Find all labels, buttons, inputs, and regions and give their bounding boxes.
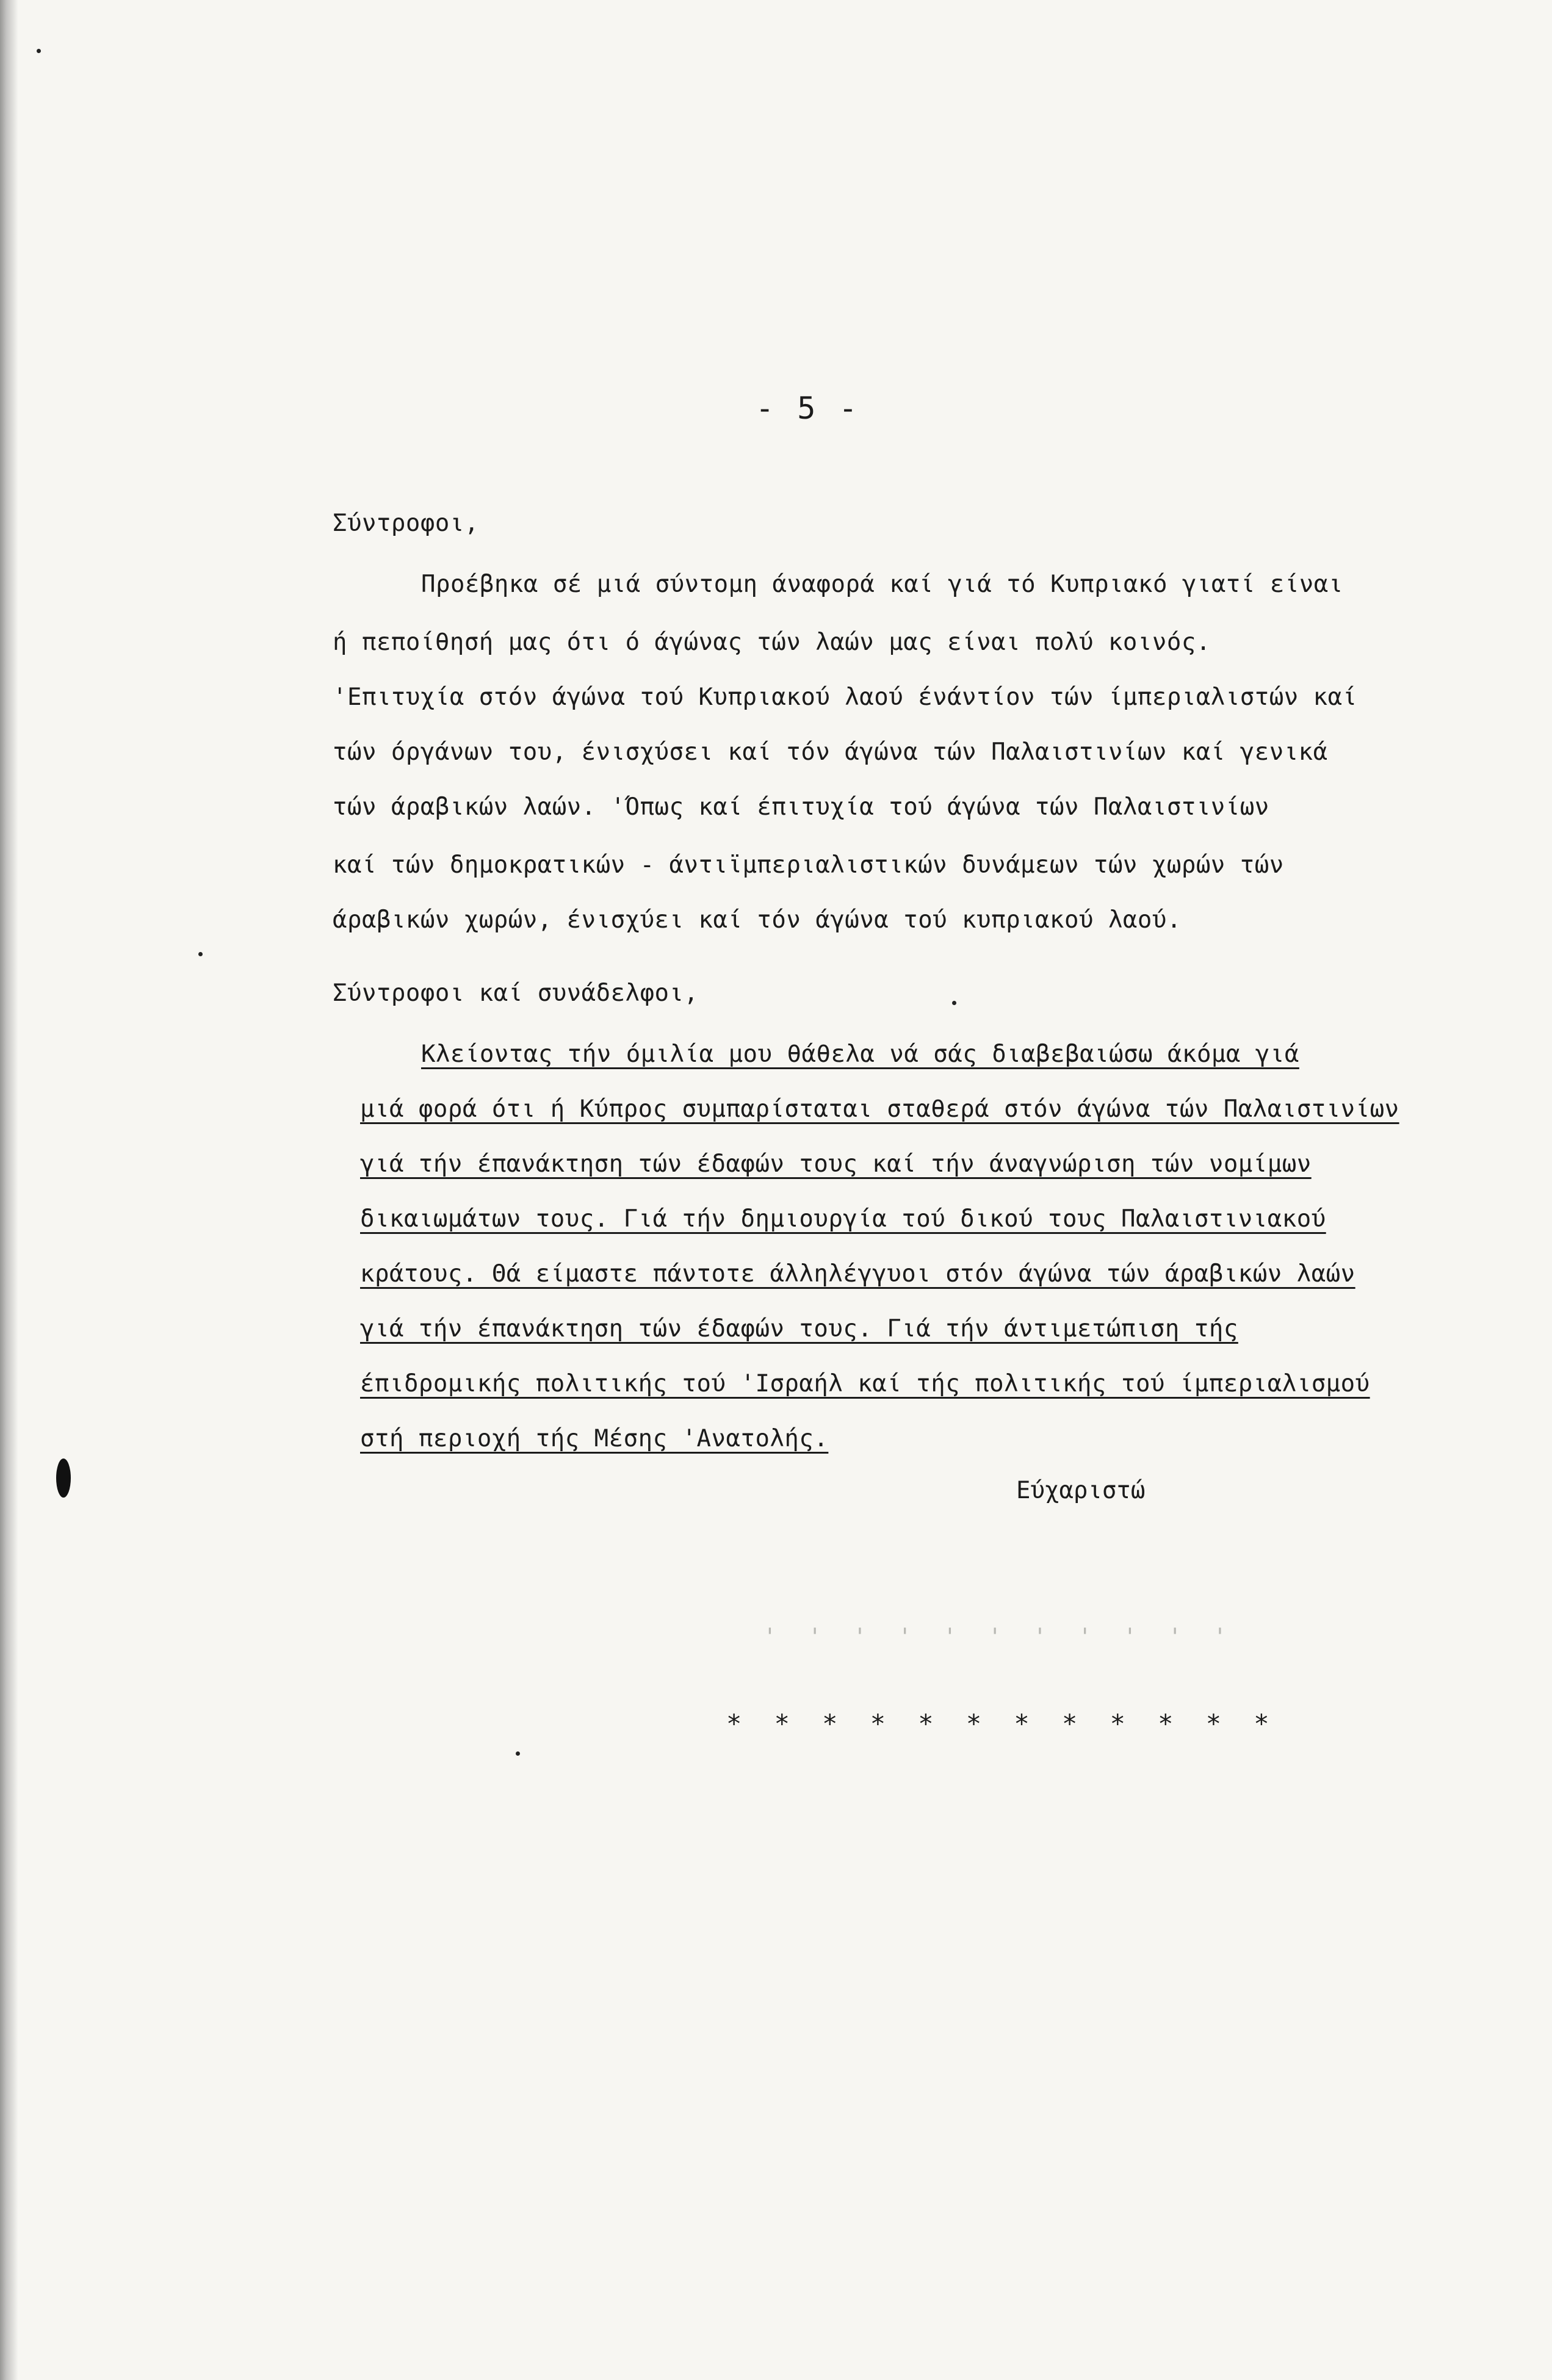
paragraph-2-line: δικαιωμάτων τους. Γιά τήν δημιουργία τού δικού τους Παλαιστινιακού <box>360 1205 1326 1233</box>
page-number: - 5 - <box>756 391 860 426</box>
paragraph-2-line: κράτους. Θά είμαστε πάντοτε άλληλέγγυοι στόν άγώνα τών άραβικών λαών <box>360 1260 1355 1288</box>
ink-blot <box>56 1459 71 1498</box>
salutation-comrades-colleagues: Σύντροφοι καί συνάδελφοι, <box>333 979 699 1007</box>
scan-speck <box>952 1001 956 1005</box>
closing-thanks: Εύχαριστώ <box>1016 1477 1146 1504</box>
salutation-comrades: Σύντροφοι, <box>333 510 479 537</box>
paragraph-1-line: τών όργάνων του, ένισχύσει καί τόν άγώνα τών Παλαιστινίων καί γενικά <box>333 738 1328 766</box>
scan-speck <box>37 49 41 53</box>
paragraph-2-line: έπιδρομικής πολιτικής τού 'Ισραήλ καί τής πολιτικής τού ίμπεριαλισμού <box>360 1370 1370 1397</box>
paragraph-2-line: Κλείοντας τήν όμιλία μου θάθελα νά σάς διαβεβαιώσω άκόμα γιά <box>421 1040 1299 1068</box>
paragraph-1-line: άραβικών χωρών, ένισχύει καί τόν άγώνα τού κυπριακού λαού. <box>333 906 1182 934</box>
scan-speck <box>516 1751 520 1756</box>
paragraph-2-line: γιά τήν έπανάκτηση τών έδαφών τους. Γιά τήν άντιμετώπιση τής <box>360 1315 1238 1343</box>
faded-typewriter-marks: ' ' ' ' ' ' ' ' ' ' ' <box>763 1623 1236 1650</box>
paragraph-1-line: καί τών δημοκρατικών - άντιϊμπεριαλιστικών δυνάμεων τών χωρών τών <box>333 851 1284 879</box>
paragraph-2-line: μιά φορά ότι ή Κύπρος συμπαρίσταται σταθερά στόν άγώνα τών Παλαιστινίων <box>360 1095 1399 1123</box>
paragraph-1-line: 'Επιτυχία στόν άγώνα τού Κυπριακού λαού ένάντίον τών ίμπεριαλιστών καί <box>333 683 1357 711</box>
paragraph-2-line: γιά τήν έπανάκτηση τών έδαφών τους καί τήν άναγνώριση τών νομίμων <box>360 1150 1312 1178</box>
paragraph-1-line: ή πεποίθησή μας ότι ό άγώνας τών λαών μας είναι πολύ κοινός. <box>333 629 1211 656</box>
paragraph-1-line: Προέβηκα σέ μιά σύντομη άναφορά καί γιά τό Κυπριακό γιατί είναι <box>421 571 1343 598</box>
divider-stars: * * * * * * * * * * * * <box>726 1709 1278 1739</box>
paragraph-1-line: τών άραβικών λαών. 'Όπως καί έπιτυχία τού άγώνα τών Παλαιστινίων <box>333 793 1269 821</box>
paragraph-2-line: στή περιοχή τής Μέσης 'Ανατολής. <box>360 1425 829 1452</box>
scan-speck <box>198 952 203 956</box>
scan-edge-shadow <box>0 0 18 2380</box>
